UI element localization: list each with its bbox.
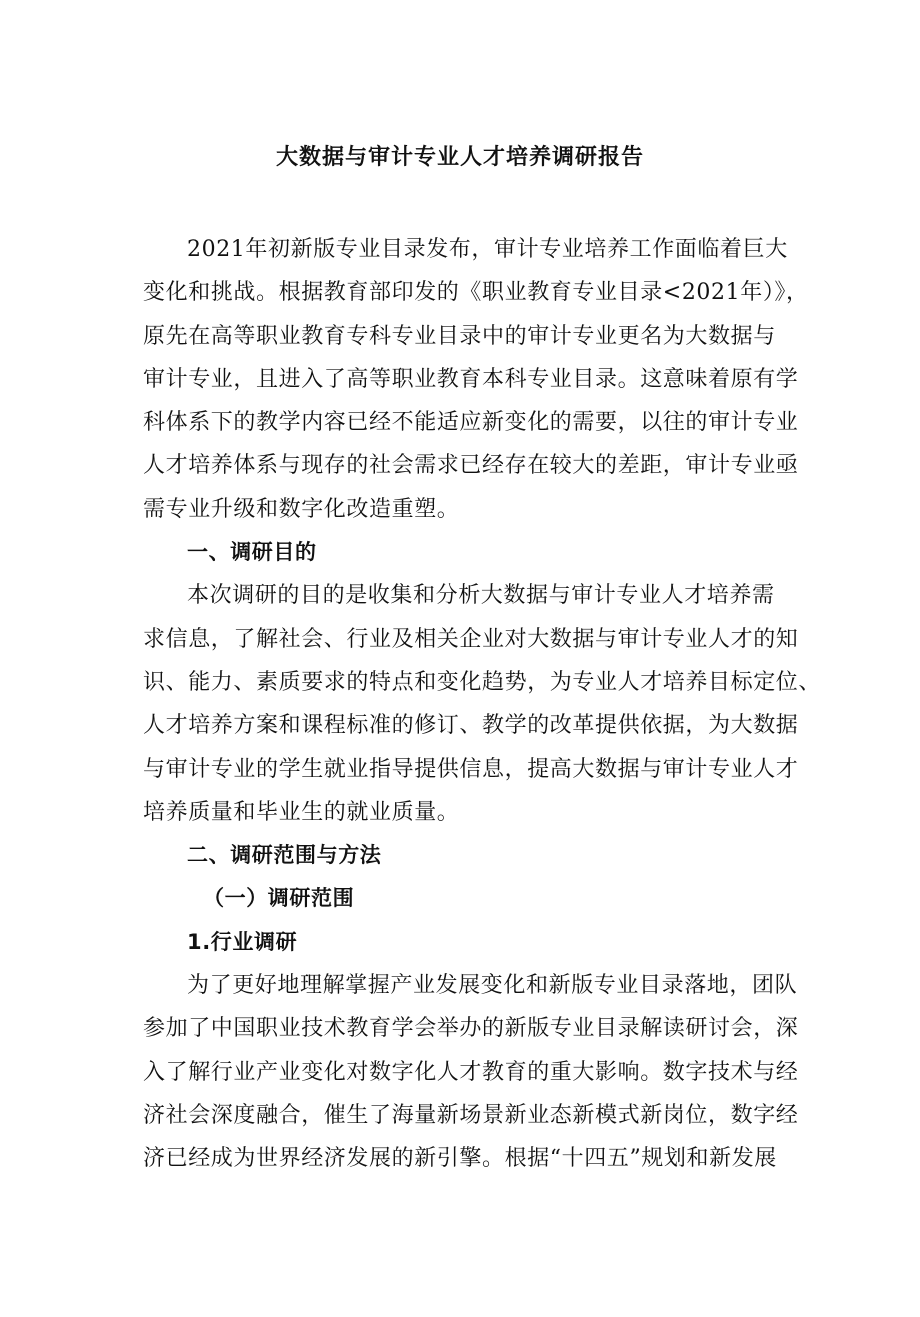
- paragraph-line: 人才培养体系与现存的社会需求已经存在较大的差距，审计专业亟: [143, 453, 799, 479]
- section-heading: 二、调研范围与方法: [187, 843, 382, 868]
- section-heading: 一、调研目的: [187, 540, 317, 565]
- paragraph-line: 入了解行业产业变化对数字化人才教育的重大影响。数字技术与经: [143, 1059, 799, 1085]
- paragraph-line: 科体系下的教学内容已经不能适应新变化的需要，以往的审计专业: [143, 410, 799, 436]
- paragraph-line: 2021年初新版专业目录发布，审计专业培养工作面临着巨大: [187, 237, 788, 262]
- section-heading: （一）调研范围: [203, 886, 355, 911]
- paragraph-line: 需专业升级和数字化改造重塑。: [143, 496, 460, 522]
- paragraph-line: 审计专业，且进入了高等职业教育本科专业目录。这意味着原有学: [143, 366, 799, 392]
- paragraph-line: 培养质量和毕业生的就业质量。: [143, 799, 460, 825]
- paragraph-line: 识、能力、素质要求的特点和变化趋势，为专业人才培养目标定位、: [143, 669, 822, 695]
- paragraph-line: 为了更好地理解掌握产业发展变化和新版专业目录落地，团队: [187, 973, 798, 999]
- paragraph-line: 求信息，了解社会、行业及相关企业对大数据与审计专业人才的知: [143, 626, 799, 652]
- paragraph-line: 变化和挑战。根据教育部印发的《职业教育专业目录<2021年）》，: [143, 280, 809, 306]
- paragraph-line: 人才培养方案和课程标准的修订、教学的改革提供依据，为大数据: [143, 713, 799, 739]
- paragraph-line: 济已经成为世界经济发展的新引擎。根据“十四五”规划和新发展: [143, 1146, 777, 1172]
- section-heading: 1.行业调研: [187, 929, 298, 954]
- document-body: [143, 228, 822, 1181]
- paragraph-line: 本次调研的目的是收集和分析大数据与审计专业人才培养需: [187, 583, 775, 609]
- document-title: 大数据与审计专业人才培养调研报告: [275, 145, 644, 170]
- paragraph-line: 济社会深度融合，催生了海量新场景新业态新模式新岗位，数字经: [143, 1102, 799, 1128]
- paragraph-line: 原先在高等职业教育专科专业目录中的审计专业更名为大数据与: [143, 323, 776, 349]
- paragraph-line: 与审计专业的学生就业指导提供信息，提高大数据与审计专业人才: [143, 756, 799, 782]
- paragraph-line: 参加了中国职业技术教育学会举办的新版专业目录解读研讨会，深: [143, 1016, 799, 1042]
